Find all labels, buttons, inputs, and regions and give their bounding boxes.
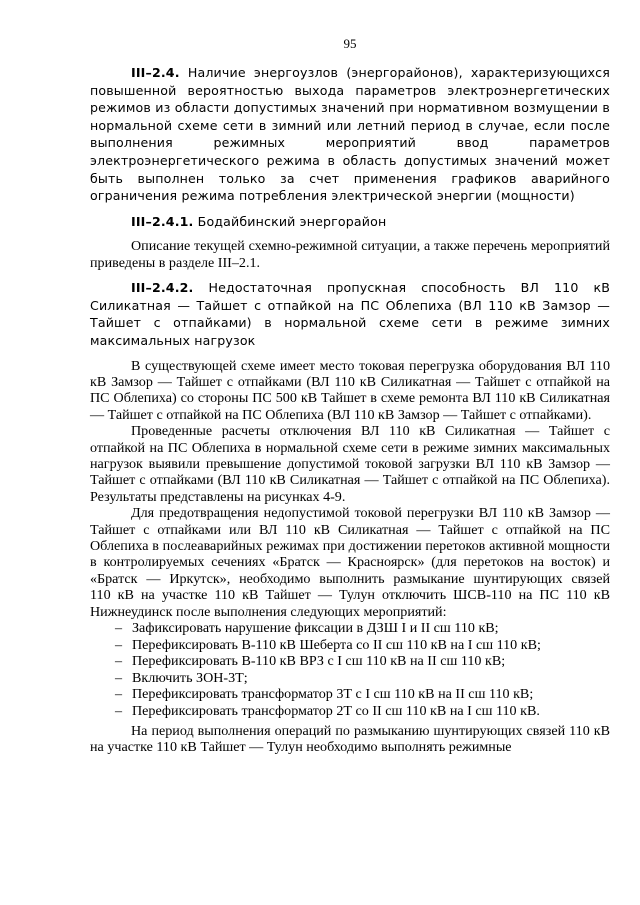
section-2-4-heading bbox=[90, 64, 610, 205]
list-dash: – bbox=[115, 669, 123, 686]
list-item bbox=[115, 703, 610, 720]
final-paragraph: На период выполнения операций по размыканию шунтирующих связей 110 кВ на участке 110 кВ Тайшет — Тулун необходимо выполнять режимные bbox=[90, 723, 610, 756]
page-number: 95 bbox=[343, 36, 357, 51]
list-item-text: Включить ЗОН-3Т; bbox=[132, 669, 248, 686]
prevention-paragraph: Для предотвращения недопустимой токовой перегрузки ВЛ 110 кВ Замзор — Тайшет с отпайками или ВЛ 110 кВ Силикатная — Тайшет с отпайкой на ПС Облепиха в послеаварийных режимах при достижении перетоков активной мощности в контролируемых сечениях «Братск — Красноярск» (для перетоков на восток) и «Братск — Иркутск», необходимо выполнить размыкание шунтирующих связей bbox=[90, 505, 610, 587]
list-item bbox=[115, 653, 610, 670]
list-dash: – bbox=[115, 620, 123, 637]
existing-scheme-paragraph: В существующей схеме имеет место токовая перегрузка оборудования ВЛ 110 кВ Замзор — Тайшет с отпайками (ВЛ 110 кВ Силикатная — Тайшет с отпайкой на ПС Облепиха) со стороны ПС 500 кВ Тайшет в схеме ремонта ВЛ 110 кВ Силикатная — Тайшет с отпайкой на ПС Облепиха (ВЛ 110 кВ Замзор — Тайшет с отпайками). bbox=[90, 357, 610, 423]
list-item bbox=[115, 620, 610, 637]
actions-list bbox=[90, 620, 610, 719]
prevention-paragraph-continued: 110 кВ на участке 110 кВ Тайшет — Тулун отключить ШСВ-110 на ПС 110 кВ Нижнеудинск после выполнения следующих мероприятий: bbox=[90, 587, 610, 620]
section-2-4-1-number: III–2.4.1. bbox=[131, 213, 194, 229]
list-item-text: Перефиксировать трансформатор 2Т со II сш 110 кВ на I сш 110 кВ. bbox=[132, 702, 540, 719]
description-paragraph: Описание текущей схемно-режимной ситуации, а также перечень мероприятий приведены в разделе III–2.1. bbox=[90, 238, 610, 271]
section-2-4-number: III–2.4. bbox=[131, 65, 180, 80]
list-dash: – bbox=[115, 636, 123, 653]
section-2-4-2-heading bbox=[90, 279, 610, 349]
list-dash: – bbox=[115, 686, 123, 703]
list-item bbox=[115, 637, 610, 654]
list-dash: – bbox=[115, 653, 123, 670]
list-item-text: Перефиксировать В-110 кВ ВРЗ с I сш 110 кВ на II сш 110 кВ; bbox=[132, 653, 506, 670]
section-2-4-2-number: III–2.4.2. bbox=[131, 280, 194, 296]
list-item-text: Перефиксировать В-110 кВ Шеберта со II сш 110 кВ на I сш 110 кВ; bbox=[132, 636, 541, 653]
list-item bbox=[115, 686, 610, 703]
list-item-text: Перефиксировать трансформатор 3Т с I сш 110 кВ на II сш 110 кВ; bbox=[132, 686, 534, 703]
section-2-4-1-heading bbox=[90, 213, 610, 231]
list-item-text: Зафиксировать нарушение фиксации в ДЗШ I и II сш 110 кВ; bbox=[132, 620, 499, 637]
document-page bbox=[90, 36, 610, 756]
section-2-4-1-text: Бодайбинский энергорайон bbox=[193, 213, 387, 229]
calculations-paragraph: Проведенные расчеты отключения ВЛ 110 кВ Силикатная — Тайшет с отпайкой на ПС Облепиха в нормальной схеме сети в режиме зимних максимальных нагрузок выявили превышение допустимой токовой загрузки ВЛ 110 кВ Замзор — Тайшет с отпайками (ВЛ 110 кВ Силикатная — Тайшет с отпайкой на ПС Облепиха). Результаты представлены на рисунках 4-9. bbox=[90, 423, 610, 505]
section-2-4-2-text: Недостаточная пропускная способность ВЛ 110 кВ Силикатная — Тайшет с отпайкой на ПС Облепиха (ВЛ 110 кВ Замзор — Тайшет с отпайками) в нормальной схеме сети в режиме зимних максимальных нагрузок bbox=[90, 280, 610, 348]
list-item bbox=[115, 670, 610, 687]
list-dash: – bbox=[115, 702, 123, 719]
section-2-4-text: Наличие энергоузлов (энергорайонов), характеризующихся повышенной вероятностью выхода параметров электроэнергетических режимов из области допустимых значений при нормативном возмущении в нормальной схеме сети в зимний или летний период в случае, если после выполнения режимных мероприятий ввод параметров электроэнергетического режима в область допустимых значений может быть выполнен только за счет применения графиков аварийного ограничения режима потребления электрической энергии (мощности) bbox=[90, 65, 610, 204]
